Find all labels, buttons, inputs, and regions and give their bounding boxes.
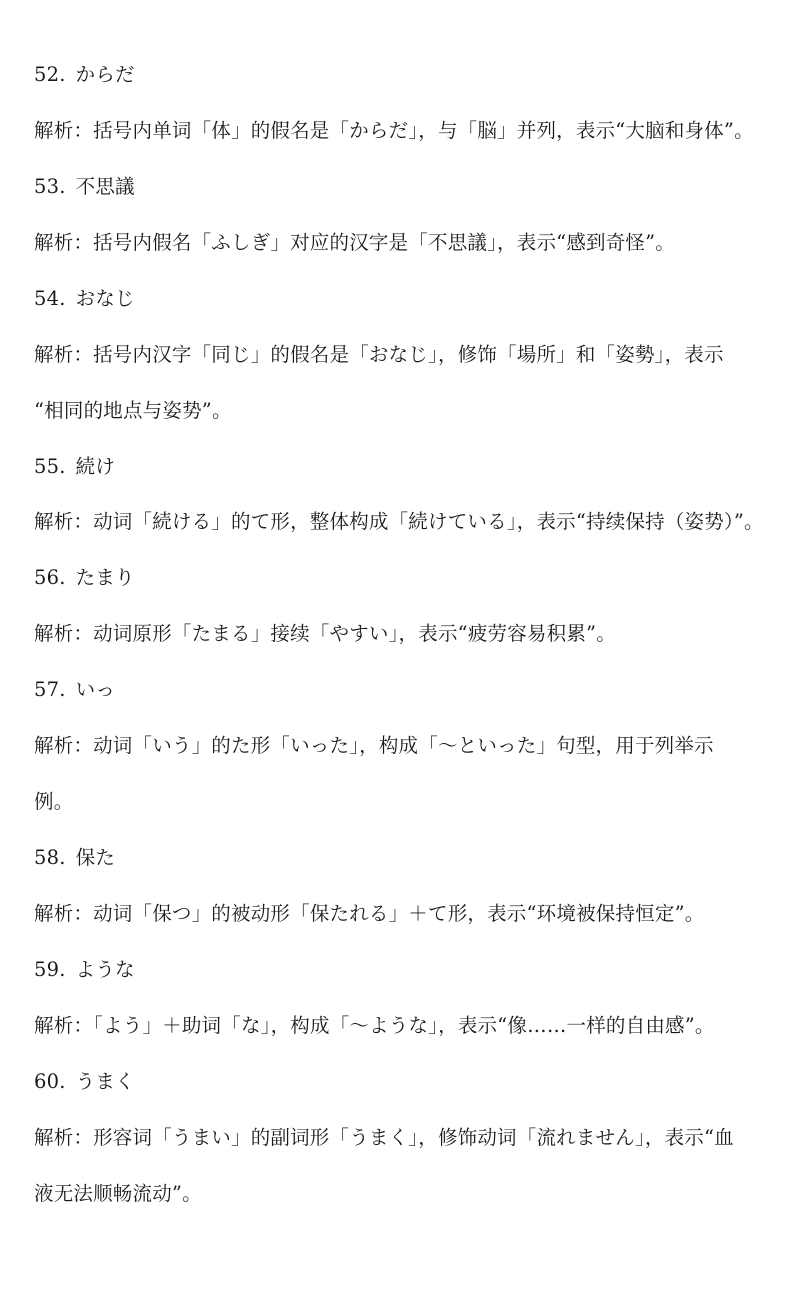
answer-text: 不思議 — [75, 175, 135, 198]
answer-heading-60 — [34, 1070, 779, 1094]
explanation-line-56-1: 解析：动词原形「たまる」接续「やすい」，表示“疲劳容易积累”。 — [34, 622, 616, 645]
item-number: 58. — [34, 846, 66, 869]
answer-text: 続け — [75, 455, 116, 478]
answer-text: おなじ — [75, 287, 135, 310]
explanation-line-54-1: 解析：括号内汉字「同じ」的假名是「おなじ」，修饰「場所」和「姿勢」，表示 — [34, 343, 724, 366]
item-number: 57. — [34, 678, 66, 701]
explanation-line-60-2: 液无法顺畅流动”。 — [34, 1182, 202, 1205]
answer-text: うまく — [75, 1070, 135, 1093]
explanation-line-57-2: 例。 — [34, 790, 74, 813]
answer-heading-52 — [34, 63, 779, 87]
item-number: 56. — [34, 566, 66, 589]
item-number: 55. — [34, 455, 66, 478]
answer-heading-54 — [34, 287, 779, 311]
answer-heading-56 — [34, 566, 779, 590]
answer-text: 保た — [75, 846, 116, 869]
explanation-line-54-2: “相同的地点与姿势”。 — [34, 399, 232, 422]
answer-heading-58 — [34, 846, 779, 870]
item-number: 52. — [34, 63, 66, 86]
answer-heading-53 — [34, 175, 779, 199]
item-number: 60. — [34, 1070, 66, 1093]
answer-text: たまり — [75, 566, 135, 589]
explanation-line-57-1: 解析：动词「いう」的た形「いった」，构成「〜といった」句型，用于列举示 — [34, 734, 714, 757]
explanation-line-52-1: 解析：括号内单词「体」的假名是「からだ」，与「脳」并列，表示“大脑和身体”。 — [34, 119, 754, 142]
explanation-line-53-1: 解析：括号内假名「ふしぎ」对应的汉字是「不思議」，表示“感到奇怪”。 — [34, 231, 675, 254]
explanation-line-58-1: 解析：动词「保つ」的被动形「保たれる」＋て形，表示“环境被保持恒定”。 — [34, 902, 705, 925]
answer-heading-55 — [34, 455, 779, 479]
answer-text: からだ — [75, 63, 135, 86]
answer-text: いっ — [75, 678, 116, 701]
answer-text: ような — [75, 958, 135, 981]
item-number: 53. — [34, 175, 66, 198]
item-number: 59. — [34, 958, 66, 981]
answer-heading-57 — [34, 678, 779, 702]
explanation-line-59-1: 解析：「よう」＋助词「な」，构成「〜ような」，表示“像……一样的自由感”。 — [34, 1014, 715, 1037]
item-number: 54. — [34, 287, 66, 310]
explanation-line-60-1: 解析：形容词「うまい」的副词形「うまく」，修饰动词「流れません」，表示“血 — [34, 1126, 734, 1149]
explanation-line-55-1: 解析：动词「続ける」的て形，整体构成「続けている」，表示“持续保持（姿势）”。 — [34, 510, 764, 533]
answer-heading-59 — [34, 958, 779, 982]
